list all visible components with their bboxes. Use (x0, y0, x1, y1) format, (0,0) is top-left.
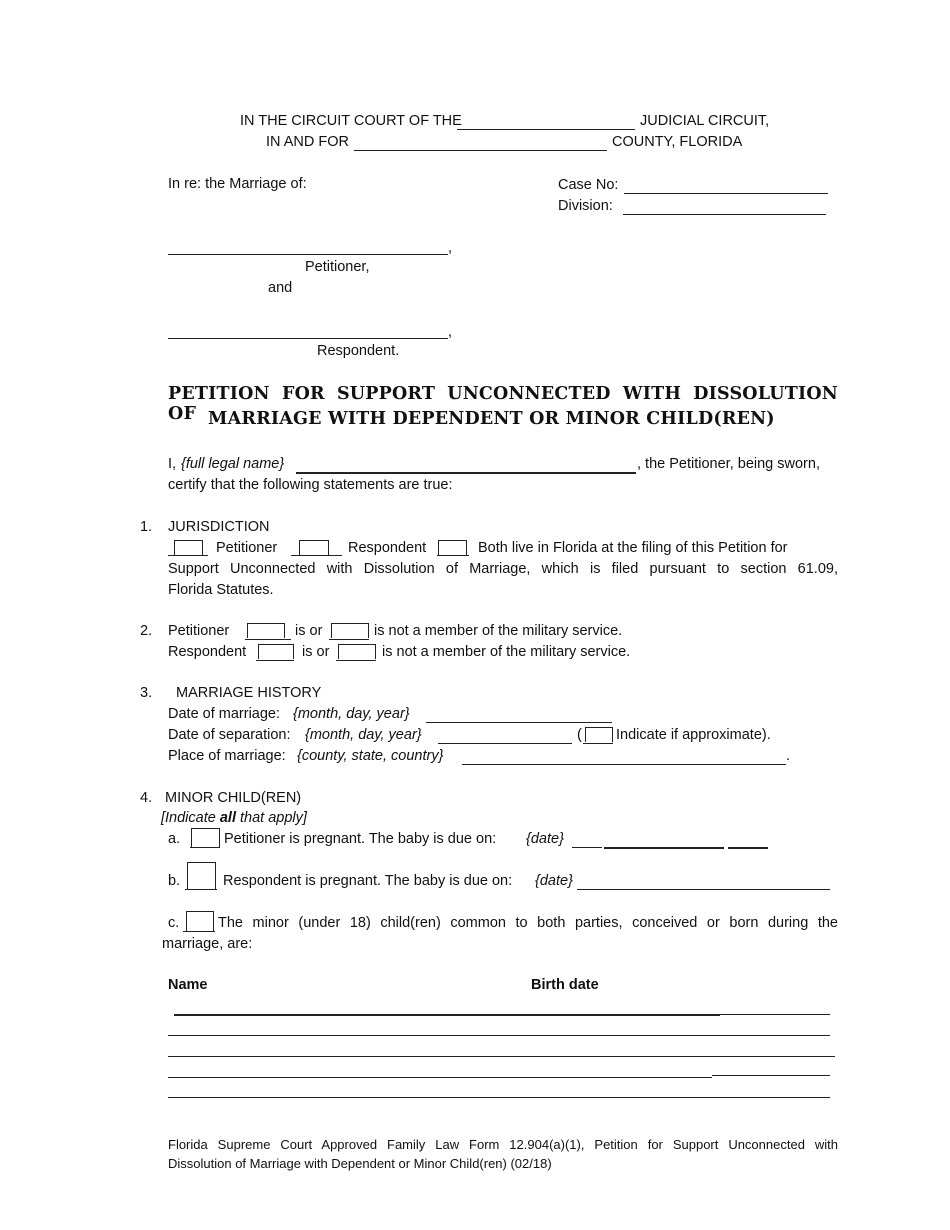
place-marriage-period: . (786, 748, 791, 764)
date-marriage-label: Date of marriage: (168, 706, 281, 722)
petitioner-due-date-field[interactable] (572, 847, 602, 848)
child-row-4-name[interactable] (168, 1077, 712, 1078)
approximate-checkbox[interactable] (585, 727, 613, 742)
military-pet-is-underline (245, 639, 291, 640)
jurisdiction-petitioner-label: Petitioner (216, 540, 278, 556)
jurisdiction-line1-rest: Both live in Florida at the filing of this Petition for (478, 540, 788, 556)
court-line2-prefix: IN AND FOR (266, 134, 349, 150)
item-b-label: b. (168, 873, 181, 889)
approx-open-paren: ( (577, 727, 582, 743)
military-pet-is-or: is or (295, 623, 323, 639)
section1-number: 1. (140, 519, 153, 535)
respondent-comma: , (448, 324, 453, 340)
form-title-line2: MARRIAGE WITH DEPENDENT OR MINOR CHILD(REN) (208, 409, 775, 429)
jurisdiction-petitioner-underline (168, 555, 208, 556)
petitioner-pregnant-checkbox[interactable] (191, 828, 220, 847)
jurisdiction-line2: Support Unconnected with Dissolution of Marriage, which is filed pursuant to section 61.09, (168, 561, 838, 577)
item-b-text: Respondent is pregnant. The baby is due on: (223, 873, 513, 889)
indicate-all-note: [Indicate all that apply] (161, 810, 307, 826)
military-pet-not-underline (329, 639, 369, 640)
military-res-is-or: is or (302, 644, 330, 660)
section3-heading: MARRIAGE HISTORY (176, 685, 322, 701)
military-res-is-underline (256, 660, 294, 661)
military-petitioner-label: Petitioner (168, 623, 230, 639)
section1-heading: JURISDICTION (168, 519, 270, 535)
place-marriage-label: Place of marriage: (168, 748, 286, 764)
military-respondent-label: Respondent (168, 644, 247, 660)
division-label: Division: (558, 198, 613, 214)
court-line1-suffix: JUDICIAL CIRCUIT, (640, 113, 770, 129)
respondent-name-field[interactable] (168, 338, 448, 339)
child-row-2[interactable] (168, 1035, 830, 1036)
military-pet-not-member: is not a member of the military service. (374, 623, 623, 639)
child-row-5[interactable] (168, 1097, 830, 1098)
jurisdiction-both-underline (437, 555, 469, 556)
court-header-line1 (240, 113, 462, 129)
date-marriage-field[interactable] (426, 722, 612, 723)
petitioner-not-member-checkbox[interactable] (331, 623, 369, 638)
petitioner-label: Petitioner, (305, 259, 370, 275)
item-a-text: Petitioner is pregnant. The baby is due on: (224, 831, 497, 847)
in-re-label: In re: the Marriage of: (168, 176, 307, 192)
section3-number: 3. (140, 685, 153, 701)
item-a-underline (190, 847, 220, 848)
approx-text: Indicate if approximate). (616, 727, 771, 743)
petitioner-name-field[interactable] (168, 254, 448, 255)
division-field[interactable] (623, 214, 826, 215)
children-col-name: Name (168, 977, 208, 993)
item-b-hint: {date} (535, 873, 573, 889)
intro-suffix: , the Petitioner, being sworn, (637, 456, 820, 472)
approx-underline (583, 743, 613, 744)
court-line1-prefix: IN THE CIRCUIT COURT OF THE (240, 113, 462, 129)
petitioner-is-member-checkbox[interactable] (247, 623, 285, 638)
section2-number: 2. (140, 623, 153, 639)
county-field[interactable] (354, 150, 607, 151)
children-col-birthdate: Birth date (531, 977, 599, 993)
case-no-label: Case No: (558, 177, 619, 193)
intro-line2: certify that the following statements are true: (168, 477, 453, 493)
jurisdiction-respondent-checkbox[interactable] (299, 540, 329, 555)
jurisdiction-respondent-underline (291, 555, 342, 556)
date-marriage-hint: {month, day, year} (293, 706, 410, 722)
child-row-1-birthdate[interactable] (720, 1014, 830, 1015)
section4-heading: MINOR CHILD(REN) (165, 790, 302, 806)
respondent-pregnant-checkbox[interactable] (187, 862, 216, 889)
date-separation-hint: {month, day, year} (305, 727, 422, 743)
jurisdiction-petitioner-checkbox[interactable] (174, 540, 203, 555)
military-res-not-member: is not a member of the military service. (382, 644, 631, 660)
respondent-due-date-field[interactable] (577, 889, 830, 890)
petitioner-comma: , (448, 240, 453, 256)
petitioner-due-date-field-2[interactable] (604, 847, 724, 849)
item-c-label: c. (168, 915, 180, 931)
section4-number: 4. (140, 790, 153, 806)
item-a-label: a. (168, 831, 181, 847)
child-row-1-name[interactable] (174, 1014, 720, 1016)
respondent-is-member-checkbox[interactable] (258, 644, 294, 659)
jurisdiction-both-checkbox[interactable] (438, 540, 467, 555)
form-title-line1: PETITION FOR SUPPORT UNCONNECTED WITH DISSOLUTION OF (168, 384, 838, 424)
item-b-underline (185, 889, 217, 890)
footer-line1: Florida Supreme Court Approved Family Law Form 12.904(a)(1), Petition for Support Unconnected with (168, 1137, 838, 1152)
date-separation-field[interactable] (438, 743, 572, 744)
judicial-circuit-field[interactable] (457, 129, 635, 130)
full-legal-name-field[interactable] (296, 472, 636, 474)
petitioner-due-date-field-3[interactable] (728, 847, 768, 849)
intro-name-hint: {full legal name} (181, 456, 285, 472)
jurisdiction-respondent-label: Respondent (348, 540, 427, 556)
item-c-line2: marriage, are: (162, 936, 253, 952)
common-children-checkbox[interactable] (186, 911, 214, 931)
item-c-underline (183, 931, 215, 932)
place-marriage-hint: {county, state, country} (297, 748, 444, 764)
date-separation-label: Date of separation: (168, 727, 291, 743)
footer-line2: Dissolution of Marriage with Dependent or Minor Child(ren) (02/18) (168, 1156, 552, 1171)
and-label: and (268, 280, 293, 296)
respondent-not-member-checkbox[interactable] (338, 644, 376, 659)
child-row-4-birthdate[interactable] (712, 1075, 830, 1076)
respondent-label: Respondent. (317, 343, 400, 359)
item-c-text: The minor (under 18) child(ren) common to both parties, conceived or born during the (218, 915, 838, 931)
intro-prefix: I, (168, 456, 177, 472)
item-a-hint: {date} (526, 831, 564, 847)
court-line2-suffix: COUNTY, FLORIDA (612, 134, 743, 150)
military-res-not-underline (336, 660, 376, 661)
place-marriage-field[interactable] (462, 764, 786, 765)
jurisdiction-line3: Florida Statutes. (168, 582, 274, 598)
case-no-field[interactable] (624, 193, 828, 194)
child-row-3[interactable] (168, 1056, 835, 1057)
